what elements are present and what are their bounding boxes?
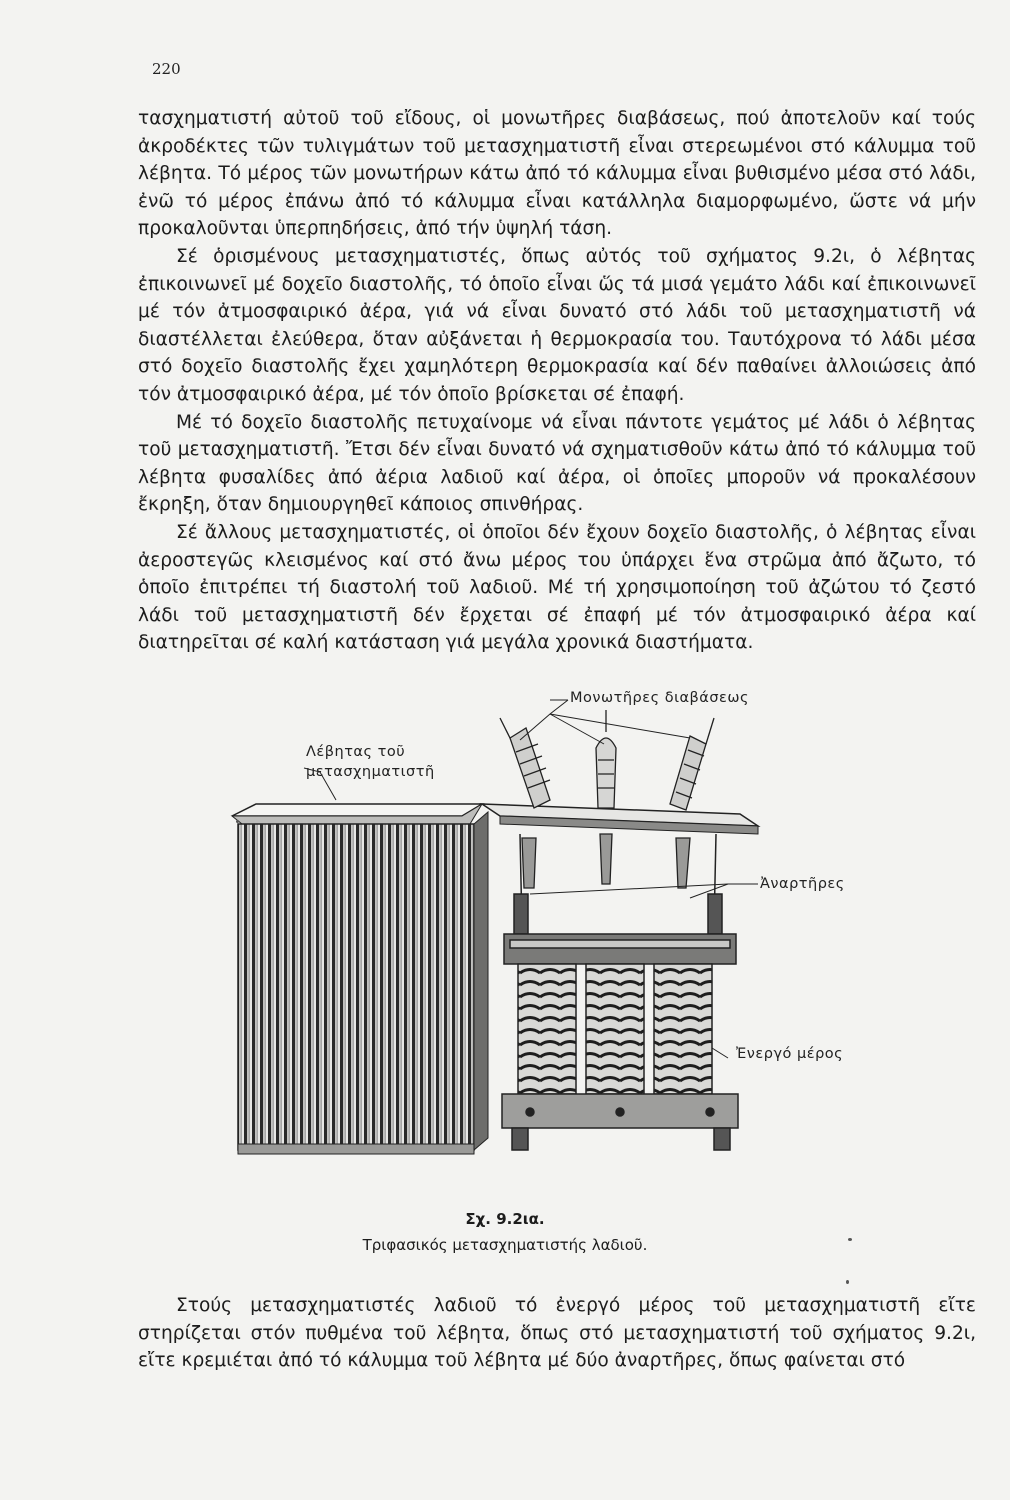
paragraph-1: τασχηματιστή αὐτοῦ τοῦ εἴδους, οἱ μονωτῆρες διαβάσεως, πού ἀποτελοῦν καί τούς ἀκροδέκτες τῶν τυλιγμάτων τοῦ μετασχηματιστῆ εἶναι στερεωμένοι στό κάλυμμα τοῦ λέβητα. Τό μέρος τῶν μονωτήρων κάτω ἀπό τό κάλυμμα εἶναι βυθισμένο μέσα στό λάδι, ἐνῶ τό μέρος ἐπάνω ἀπό τό κάλυμμα εἶναι κατάλληλα διαμορφωμένο, ὥστε νά μήν προκαλοῦνται ὑπερπηδήσεις, ἀπό τήν ὑψηλή τάση. bbox=[138, 108, 976, 240]
label-tank-line2: μετασχηματιστῆ bbox=[306, 764, 435, 780]
transformer-figure bbox=[220, 688, 880, 1188]
transformer-illustration bbox=[220, 688, 880, 1188]
cover-drawing bbox=[482, 804, 758, 834]
paragraph-4: Σέ ἄλλους μετασχηματιστές, οἱ ὁποῖοι δέν ἔχουν δοχεῖο διαστολῆς, ὁ λέβητας εἶναι ἀεροστεγῶς κλεισμένος καί στό ἄνω μέρος του ὑπάρχει ἕνα στρῶμα ἀπό ἄζωτο, τό ὁποῖο ἐπιτρέπει τή διαστολή τοῦ λαδιοῦ. Μέ τή χρησιμοποίηση τοῦ ἀζώτου τό ζεστό λάδι τοῦ μετασχηματιστῆ δέν ἔρχεται σέ ἐπαφή μέ τόν ἀτμοσφαιρικό ἀέρα καί διατηρεῖται σέ καλή κατάσταση γιά μεγάλα χρονικά διαστήματα. bbox=[138, 521, 976, 654]
scan-speck bbox=[848, 1238, 852, 1241]
active-part-drawing bbox=[502, 934, 738, 1150]
paragraph-3: Μέ τό δοχεῖο διαστολῆς πετυχαίνομε νά εἶναι πάντοτε γεμάτος μέ λάδι ὁ λέβητας τοῦ μετασχηματιστῆ. Ἔτσι δέν εἶναι δυνατό νά σχηματισθοῦν κάτω ἀπό τό κάλυμμα τοῦ λέβητα φυσαλίδες ἀπό ἀέρια λαδιοῦ καί ἀέρα, οἱ ὁποῖες μποροῦν νά προκαλέσουν ἔκρηξη, ὅταν δημιουργηθεῖ κάποιος σπινθήρας. bbox=[138, 411, 976, 516]
label-bushings: Μονωτῆρες διαβάσεως bbox=[570, 690, 750, 706]
paragraph-5: Στούς μετασχηματιστές λαδιοῦ τό ἐνεργό μέρος τοῦ μετασχηματιστῆ εἴτε στηρίζεται στόν πυθμένα τοῦ λέβητα, ὅπως στό μετασχηματιστή τοῦ σχήματος 9.2ι, εἴτε κρεμιέται ἀπό τό κάλυμμα τοῦ λέβητα μέ δύο ἀναρτῆρες, ὅπως φαίνεται στό bbox=[138, 1295, 976, 1372]
body-text-top bbox=[138, 105, 976, 657]
figure-caption-title: Τριφασικός μετασχηματιστής λαδιοῦ. bbox=[362, 1236, 648, 1254]
hangers-drawing bbox=[514, 834, 722, 934]
scan-speck bbox=[236, 820, 239, 823]
label-tank-line1: Λέβητας τοῦ bbox=[306, 744, 406, 760]
label-hangers: Ἀναρτῆρες bbox=[760, 876, 845, 892]
tank-drawing bbox=[232, 804, 488, 1154]
body-text-bottom bbox=[138, 1292, 976, 1375]
paragraph-2: Σέ ὁρισμένους μετασχηματιστές, ὅπως αὐτός τοῦ σχήματος 9.2ι, ὁ λέβητας ἐπικοινωνεῖ μέ δοχεῖο διαστολῆς, τό ὁποῖο εἶναι ὥς τά μισά γεμάτο λάδι καί ἐπικοινωνεῖ μέ τόν ἀτμοσφαιρικό ἀέρα, γιά νά εἶναι δυνατό στό λάδι τοῦ μετασχηματιστῆ νά διαστέλλεται ἐλεύθερα, ὅταν αὐξάνεται ἡ θερμοκρασία του. Ταυτόχρονα τό λάδι μέσα στό δοχεῖο διαστολῆς ἔχει χαμηλότερη θερμοκρασία καί δέν παθαίνει ἀλλοιώσεις ἀπό τόν ἀτμοσφαιρικό ἀέρα, μέ τόν ὁποῖο βρίσκεται σέ ἐπαφή. bbox=[138, 245, 976, 405]
scan-speck bbox=[846, 1280, 849, 1284]
label-active-part: Ἐνεργό μέρος bbox=[736, 1046, 844, 1062]
figure-caption-number: Σχ. 9.2ια. bbox=[465, 1210, 545, 1228]
page-number: 220 bbox=[152, 60, 181, 78]
